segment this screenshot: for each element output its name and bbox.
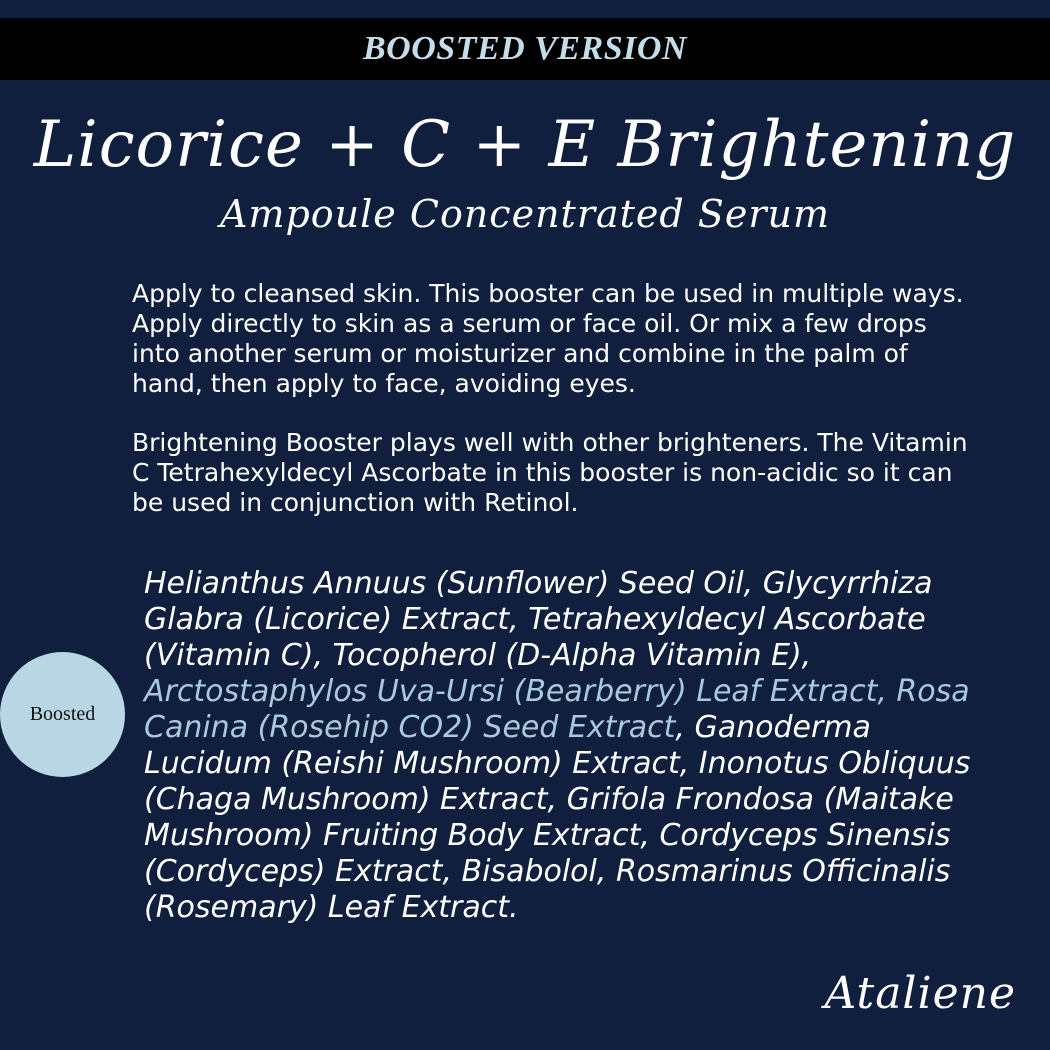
brand-logo: Ataliene xyxy=(824,968,1016,1019)
version-banner xyxy=(0,18,1050,80)
product-title: Licorice + C + E Brightening xyxy=(33,108,1017,182)
ingredients-rest: , Ganoderma Lucidum (Reishi Mushroom) Extract, Inonotus Obliquus (Chaga Mushroom) Extract, Grifola Frondosa (Maitake Mushroom) Fruiting Body Extract, Cordyceps Sinensis (Cordyceps) Extract, Bisabolol, Rosmarinus Officinalis (Rosemary) Leaf Extract. xyxy=(144,710,971,925)
product-subtitle: Ampoule Concentrated Serum xyxy=(220,192,830,236)
ingredients-base: Helianthus Annuus (Sunflower) Seed Oil, Glycyrrhiza Glabra (Licorice) Extract, Tetrahexyldecyl Ascorbate (Vitamin C), Tocopherol (D-Alpha Vitamin E), xyxy=(144,566,933,673)
boosted-badge xyxy=(0,652,125,777)
ingredients-list xyxy=(144,566,984,926)
ingredients-boosted: Arctostaphylos Uva-Ursi (Bearberry) Leaf Extract, Rosa Canina (Rosehip CO2) Seed Extract xyxy=(144,674,970,745)
badge-label: Boosted xyxy=(29,703,96,725)
banner-label: BOOSTED VERSION xyxy=(363,30,687,67)
pairing-paragraph: Brightening Booster plays well with other brighteners. The Vitamin C Tetrahexyldecyl Ascorbate in this booster is non-acidic so it can be used in conjunction with Retinol. xyxy=(132,428,968,517)
directions-paragraph: Apply to cleansed skin. This booster can be used in multiple ways. Apply directly to skin as a serum or face oil. Or mix a few drops into another serum or moisturizer and combine in the palm of hand, then apply to face, avoiding eyes. xyxy=(132,279,964,398)
